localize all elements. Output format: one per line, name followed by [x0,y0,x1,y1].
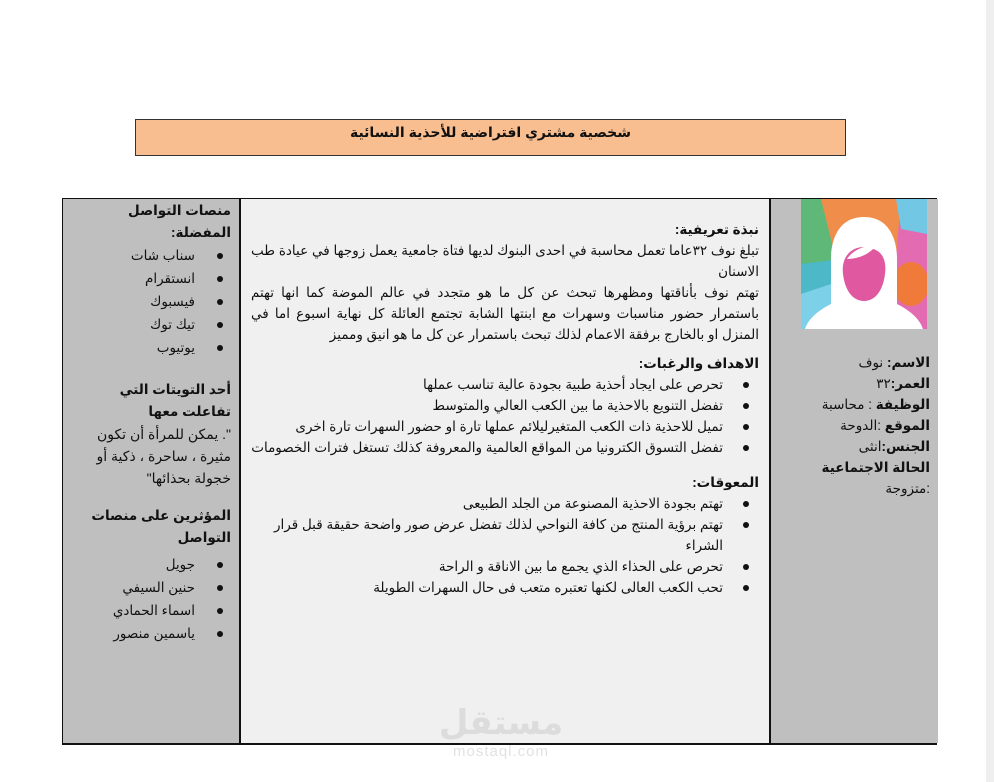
bio-column [239,199,771,743]
list-item: تفضل التنويع بالاحذية ما بين الكعب العالي والمتوسط [251,395,723,416]
tweet-quote: ". يمكن للمرأة أن تكون مثيرة ، ساحرة ، ذكية أو خجولة بحذائها" [96,426,231,486]
list-item: اسماء الحمادي [69,599,195,622]
bio-paragraph-1: تبلغ نوف ٣٢عاما تعمل محاسبة في احدى البنوك لديها فتاة جامعية يعمل زوجها في عيادة طب الاسنان [251,243,759,279]
list-item: تحرص على الحذاء الذي يجمع ما بين الاناقة و الراحة [251,556,723,577]
bio-title: نبذة تعريفية: [674,222,759,237]
social-column [63,199,239,743]
profile-marital-label: الحالة الاجتماعية [821,460,930,475]
obstacles-title: المعوقات: [692,475,759,490]
list-item: انستقرام [69,267,195,290]
profile-job: الوظيفة : محاسبة [821,397,930,412]
profile-gender: الجنس:انثى [858,439,930,454]
list-item: سناب شات [69,244,195,267]
influencers-list [69,553,231,645]
list-item: تهتم بجودة الاحذية المصنوعة من الجلد الطبيعى [251,493,723,514]
platforms-title: منصات التواصل المفضلة: [128,203,231,240]
obstacles-list [251,493,759,598]
list-item: تفضل التسوق الكترونيا من المواقع العالمية والمعروفة كذلك تستغل فترات الخصومات [251,437,723,458]
list-item: حنين السيفي [69,576,195,599]
avatar [801,199,927,331]
watermark-latin: mostaql.com [452,743,550,760]
document-title: شخصية مشتري افتراضية للأحذية النسائية [349,124,632,140]
persona-table [62,198,937,745]
list-item: تميل للاحذية ذات الكعب المتغيرليلائم عملها تارة او حضور السهرات تارة اخرى [251,416,723,437]
influencers-title: المؤثرين على منصات التواصل [91,508,231,545]
goals-list [251,374,759,458]
list-item: جويل [69,553,195,576]
page-edge-strip [986,0,994,782]
list-item: تهتم برؤية المنتج من كافة النواحي لذلك تفضل عرض صور واضحة حقيقة قبل قرار الشراء [251,514,723,556]
watermark-arabic: مستقل [438,704,564,742]
profile-location: الموقع :الدوحة [840,418,930,433]
tweet-title: أحد التويتات التي تفاعلت معها [119,382,231,419]
profile-marital-value: :متزوجة [885,481,930,496]
list-item: تحب الكعب العالى لكنها تعتبره متعب فى حال السهرات الطويلة [251,577,723,598]
list-item: يوتيوب [69,336,195,359]
profile-details [822,352,930,499]
document-title-box [135,119,846,156]
goals-title: الاهداف والرغبات: [638,356,759,371]
profile-name: الاسم: نوف [858,355,930,370]
bio-paragraph-2: تهتم نوف بأناقتها ومظهرها تبحث عن كل ما هو متجدد في عالم الموضة كما انها تهتم باستمرار حضور مناسبات وسهرات مع ابنتها الشابة تجتمع العائلة كل نهاية اسبوع اما في المنزل او بالخارج برفقة الاعمام لذلك تبحث باستمرار عن كل ما هو انيق ومميز [251,285,759,342]
profile-age: العمر:٣٢ [876,376,930,391]
list-item: ياسمين منصور [69,622,195,645]
list-item: فيسبوك [69,290,195,313]
female-avatar-icon [801,199,927,329]
list-item: تيك توك [69,313,195,336]
profile-column [771,199,938,743]
list-item: تحرص على ايجاد أحذية طبية بجودة عالية تناسب عملها [251,374,723,395]
platforms-list [69,244,231,359]
